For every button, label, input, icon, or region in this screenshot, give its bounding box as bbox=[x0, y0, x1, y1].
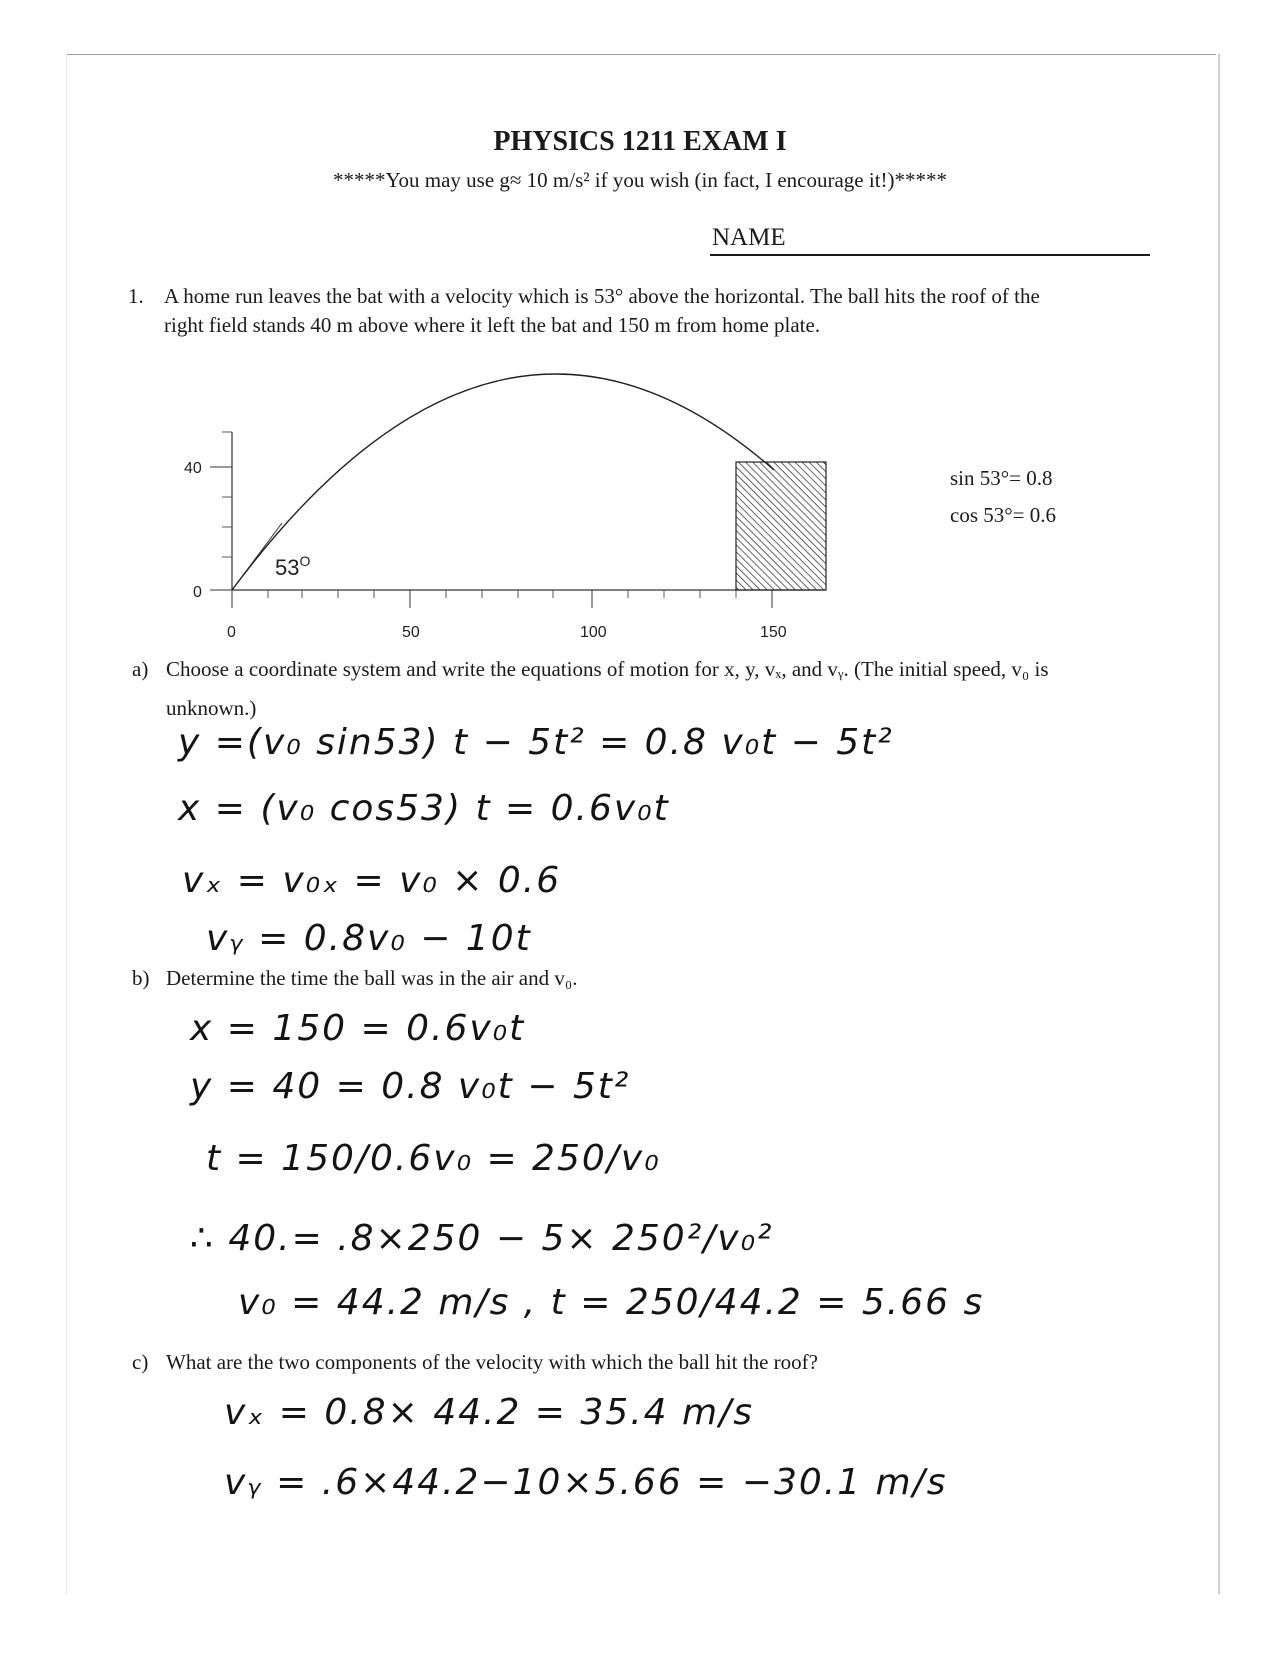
question-number: 1. bbox=[128, 284, 144, 308]
answer-b-y-equation: y = 40 = 0.8 v₀t − 5t² bbox=[190, 1066, 631, 1107]
ball-trajectory bbox=[232, 374, 774, 590]
y-label-40: 40 bbox=[184, 460, 202, 477]
trajectory-diagram bbox=[0, 0, 1280, 660]
gravity-note: *****You may use g≈ 10 m/s² if you wish (in fact, I encourage it!)***** bbox=[332, 168, 948, 192]
question-text-line1: A home run leaves the bat with a velocity which is 53° above the horizontal. The ball hits the roof of the bbox=[164, 284, 1040, 308]
name-label: NAME bbox=[712, 224, 786, 251]
answer-b-x-equation: x = 150 = 0.6v₀t bbox=[190, 1008, 526, 1049]
angle-degree-superscript: O bbox=[299, 553, 311, 569]
answer-a-vy-equation: vᵧ = 0.8v₀ − 10t bbox=[206, 918, 532, 959]
x-label-150: 150 bbox=[760, 624, 787, 641]
question-text-line2: right field stands 40 m above where it left the bat and 150 m from home plate. bbox=[164, 313, 821, 337]
part-a-text-line2: unknown.) bbox=[166, 696, 257, 720]
answer-b-result: v₀ = 44.2 m/s , t = 250/44.2 = 5.66 s bbox=[238, 1282, 985, 1323]
part-b-text: Determine the time the ball was in the air and v₀. bbox=[166, 966, 578, 990]
part-a-text-line1: Choose a coordinate system and write the equations of motion for x, y, vₓ, and vᵧ. (The initial speed, v₀ is bbox=[166, 657, 1049, 681]
x-label-0: 0 bbox=[227, 624, 236, 641]
answer-b-time-expression: t = 150/0.6v₀ = 250/v₀ bbox=[206, 1138, 661, 1179]
answer-a-vx-equation: vₓ = v₀ₓ = v₀ × 0.6 bbox=[182, 860, 562, 901]
answer-c-vx: vₓ = 0.8× 44.2 = 35.4 m/s bbox=[224, 1392, 754, 1433]
part-a-letter: a) bbox=[132, 657, 149, 681]
y-label-0: 0 bbox=[193, 584, 202, 601]
cos-53-value: cos 53°= 0.6 bbox=[950, 503, 1056, 527]
y-axis-minor-ticks bbox=[222, 432, 232, 557]
x-label-100: 100 bbox=[580, 624, 607, 641]
sin-53-value: sin 53°= 0.8 bbox=[950, 466, 1053, 490]
x-label-50: 50 bbox=[402, 624, 420, 641]
answer-a-x-equation: x = (v₀ cos53) t = 0.6v₀t bbox=[178, 788, 670, 829]
right-field-stands bbox=[736, 462, 826, 590]
part-c-letter: c) bbox=[132, 1350, 149, 1374]
part-c-text: What are the two components of the velocity with which the ball hit the roof? bbox=[166, 1350, 818, 1374]
x-axis-minor-ticks bbox=[268, 590, 736, 598]
part-b-letter: b) bbox=[132, 966, 150, 990]
answer-a-y-equation: y =(v₀ sin53) t − 5t² = 0.8 v₀t − 5t² bbox=[178, 722, 894, 763]
angle-label: $53^O$ bbox=[275, 553, 311, 580]
exam-title: PHYSICS 1211 EXAM I bbox=[493, 126, 787, 157]
answer-c-vy: vᵧ = .6×44.2−10×5.66 = −30.1 m/s bbox=[224, 1462, 948, 1503]
answer-b-substitution: ∴ 40.= .8×250 − 5× 250²/v₀² bbox=[190, 1218, 774, 1259]
